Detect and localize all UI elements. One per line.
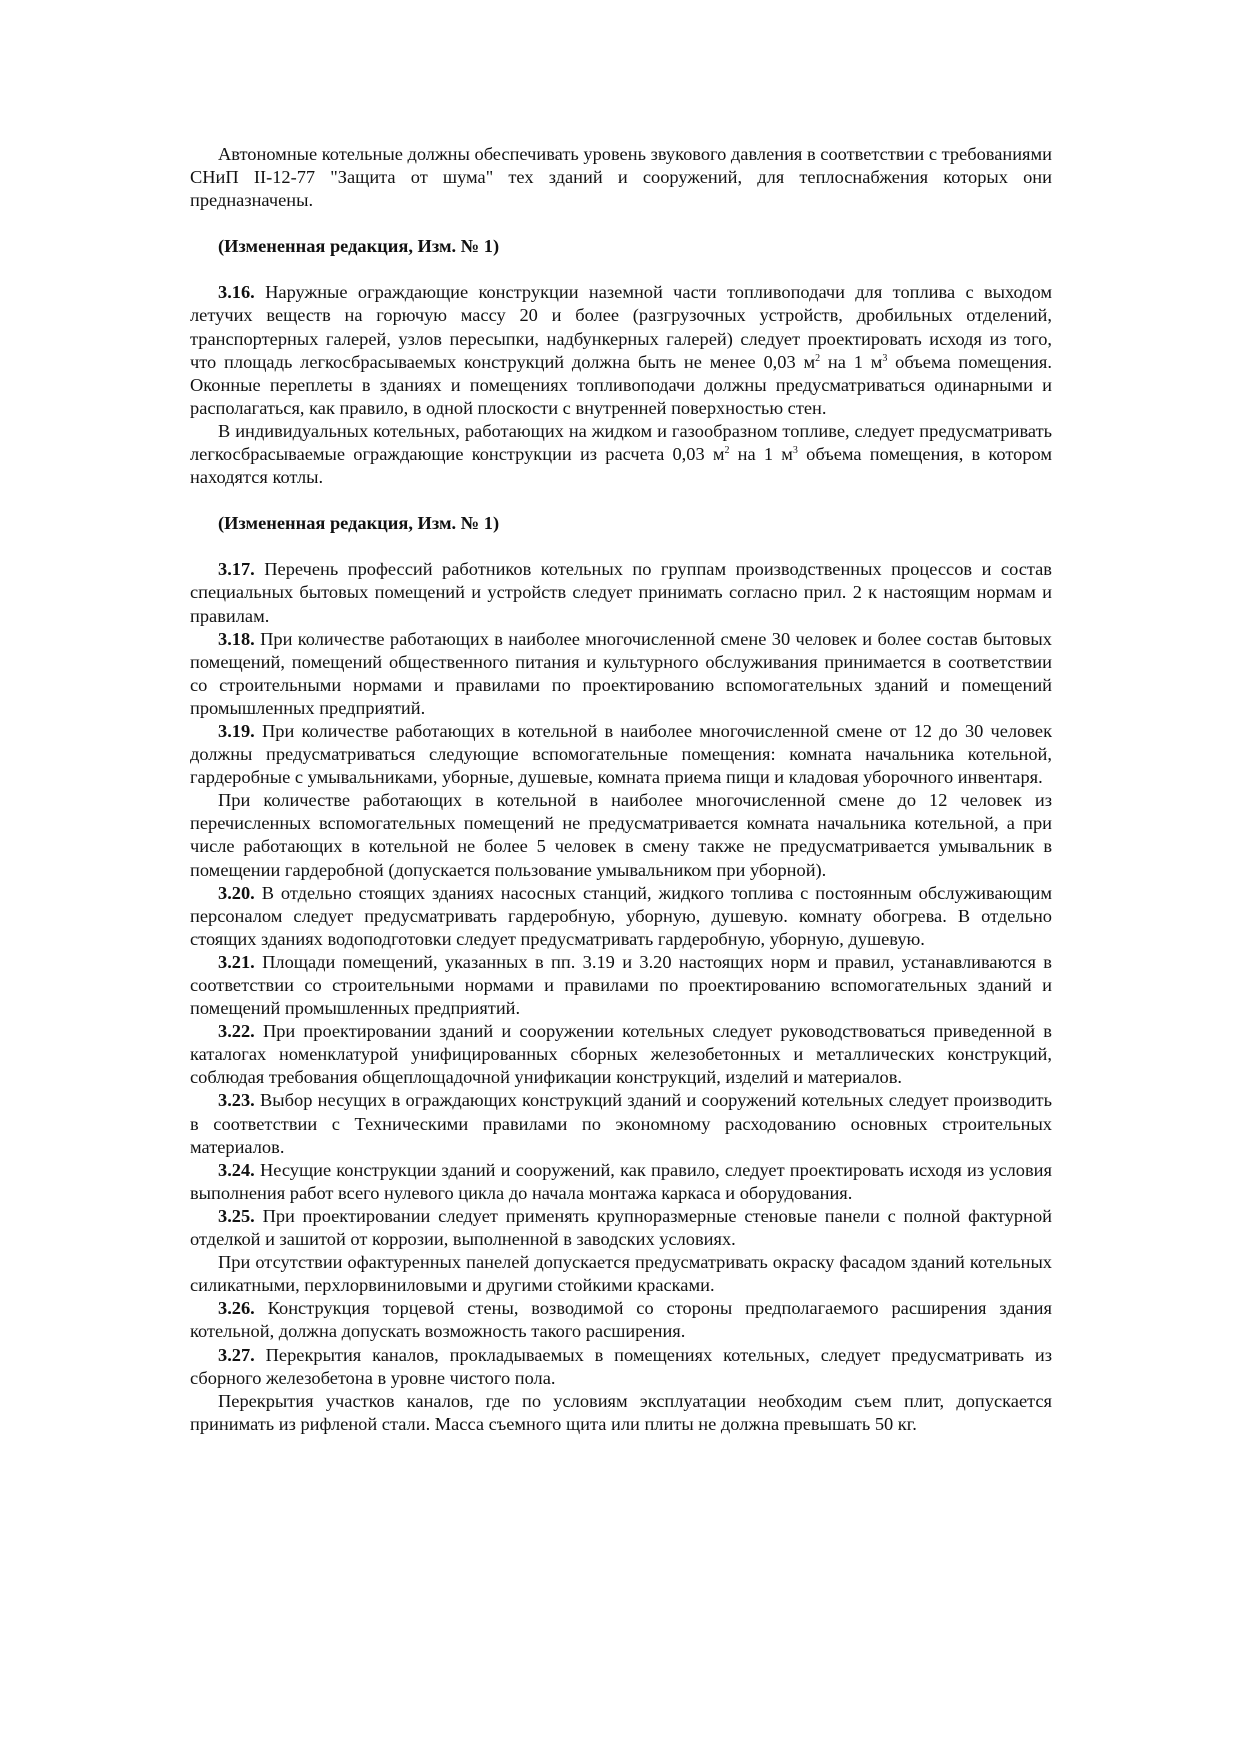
section-text: на 1 м [820, 351, 883, 372]
section-number: 3.19. [218, 720, 255, 741]
section-3-16 [190, 281, 1052, 420]
section-text: на 1 м [729, 444, 793, 465]
amendment-note [190, 235, 1052, 258]
section-text: Несущие конструкции зданий и сооружений, как правило, следует проектировать исходя из условия выполнения работ всего нулевого цикла до начала монтажа каркаса и оборудования. [190, 1159, 1052, 1203]
section-3-19 [190, 720, 1052, 789]
section-3-27-para-2 [190, 1390, 1052, 1436]
section-3-25-para-2 [190, 1251, 1052, 1297]
section-3-20 [190, 882, 1052, 951]
section-text: Перекрытия участков каналов, где по условиям эксплуатации необходим съем плит, допускается принимать из рифленой стали. Масса съемного щита или плиты не должна превышать 50 кг. [190, 1390, 1052, 1434]
amendment-note-text: (Измененная редакция, Изм. № 1) [218, 236, 500, 257]
section-text: При количестве работающих в котельной в наиболее многочисленной смене от 12 до 30 человек должны предусматриваться следующие вспомогательные помещения: комната начальника котельной, гардеробные с умывальниками, уборные, душевые, комната приема пищи и кладовая уборочного инвентаря. [190, 720, 1052, 788]
section-3-24 [190, 1159, 1052, 1205]
superscript: 3 [792, 445, 798, 457]
section-3-16-para-2 [190, 420, 1052, 489]
paragraph-noise-requirements [190, 143, 1052, 212]
section-text: Перечень профессий работников котельных по группам производственных процессов и состав специальных бытовых помещений и устройств следует принимать согласно прил. 2 к настоящим нормам и правилам. [190, 559, 1052, 626]
section-text: Конструкция торцевой стены, возводимой со стороны предполагаемого расширения здания котельной, должна допускать возможность такого расширения. [190, 1298, 1052, 1342]
section-3-27 [190, 1344, 1052, 1390]
section-number: 3.26. [218, 1298, 255, 1319]
section-number: 3.25. [218, 1205, 255, 1226]
section-3-22 [190, 1020, 1052, 1089]
section-text: Выбор несущих в ограждающих конструкций зданий и сооружений котельных следует производить в соответствии с Техническими правилами по экономному расходованию основных строительных материалов. [190, 1090, 1052, 1157]
section-3-21 [190, 951, 1052, 1020]
section-number: 3.24. [218, 1159, 255, 1180]
section-text: При отсутствии офактуренных панелей допускается предусматривать окраску фасадом зданий котельных силикатными, перхлорвиниловыми и другими стойкими красками. [190, 1252, 1052, 1296]
paragraph-text: Автономные котельные должны обеспечивать уровень звукового давления в соответствии с требованиями СНиП II-12-77 "Защита от шума" тех зданий и сооружений, для теплоснабжения которых они предназначены. [190, 144, 1052, 211]
section-number: 3.20. [218, 882, 255, 903]
section-text: При количестве работающих в наиболее многочисленной смене 30 человек и более состав бытовых помещений, помещений общественного питания и культурного обслуживания принимается в соответствии со строительными нормами и правилами по проектированию вспомогательных зданий и помещений промышленных предприятий. [190, 628, 1052, 718]
section-text: Площади помещений, указанных в пп. 3.19 и 3.20 настоящих норм и правил, устанавливаются в соответствии со строительными нормами и правилами по проектированию вспомогательных зданий и помещений промышленных предприятий. [190, 951, 1052, 1019]
section-3-25 [190, 1205, 1052, 1251]
section-text: При количестве работающих в котельной в наиболее многочисленной смене до 12 человек из перечисленных вспомогательных помещений не предусматривается комната начальника котельной, а при числе работающих в котельной не более 5 человек в смену также не предусматривается умывальник в помещении гардеробной (допускается пользование умывальником при уборной). [190, 790, 1052, 880]
superscript: 2 [815, 352, 821, 364]
section-3-18 [190, 628, 1052, 720]
document-page [190, 143, 1052, 1436]
section-text: В отдельно стоящих зданиях насосных станций, жидкого топлива с постоянным обслуживающим персоналом следует предусматривать гардеробную, уборную, душевую. комнату обогрева. В отдельно стоящих зданиях водоподготовки следует предусматривать гардеробную, уборную, душевую. [190, 882, 1052, 949]
section-number: 3.27. [218, 1344, 255, 1365]
section-text: Перекрытия каналов, прокладываемых в помещениях котельных, следует предусматривать из сборного железобетона в уровне чистого пола. [190, 1344, 1052, 1388]
section-text: При проектировании зданий и сооружении котельных следует руководствоваться приведенной в каталогах номенклатурой унифицированных сборных железобетонных и металлических конструкций, соблюдая требования общеплощадочной унификации конструкций, изделий и материалов. [190, 1021, 1052, 1088]
section-3-26 [190, 1297, 1052, 1343]
section-text: Наружные ограждающие конструкции наземной части топливоподачи для топлива с выходом летучих веществ на горючую массу 20 и более (разгрузочных устройств, дробильных отделений, транспортерных галерей, узлов пересыпки, надбункерных галерей) следует проектировать исходя из того, что площадь легкосбрасываемых конструкций должна быть не менее 0,03 м [190, 282, 1052, 372]
section-number: 3.16. [218, 282, 255, 303]
superscript: 2 [724, 445, 730, 457]
section-3-19-para-2 [190, 789, 1052, 881]
section-number: 3.18. [218, 628, 255, 649]
section-3-23 [190, 1089, 1052, 1158]
amendment-note [190, 512, 1052, 535]
section-text: При проектировании следует применять крупноразмерные стеновые панели с полной фактурной отделкой и зашитой от коррозии, выполненной в заводских условиях. [190, 1205, 1052, 1250]
section-number: 3.17. [218, 559, 255, 580]
section-number: 3.23. [218, 1090, 255, 1111]
section-number: 3.21. [218, 951, 255, 972]
amendment-note-text: (Измененная редакция, Изм. № 1) [218, 513, 500, 534]
section-text: В индивидуальных котельных, работающих на жидком и газообразном топливе, следует предусматривать легкосбрасываемые ограждающие конструкции из расчета 0,03 м [190, 420, 1052, 465]
section-3-17 [190, 558, 1052, 627]
section-text: объема помещения, в котором находятся котлы. [190, 444, 1053, 488]
section-number: 3.22. [218, 1021, 255, 1042]
section-text: объема помещения. Оконные переплеты в зданиях и помещениях топливоподачи должны предусматриваться одинарными и располагаться, как правило, в одной плоскости с внутренней поверхностью стен. [190, 351, 1052, 418]
superscript: 3 [882, 352, 888, 364]
